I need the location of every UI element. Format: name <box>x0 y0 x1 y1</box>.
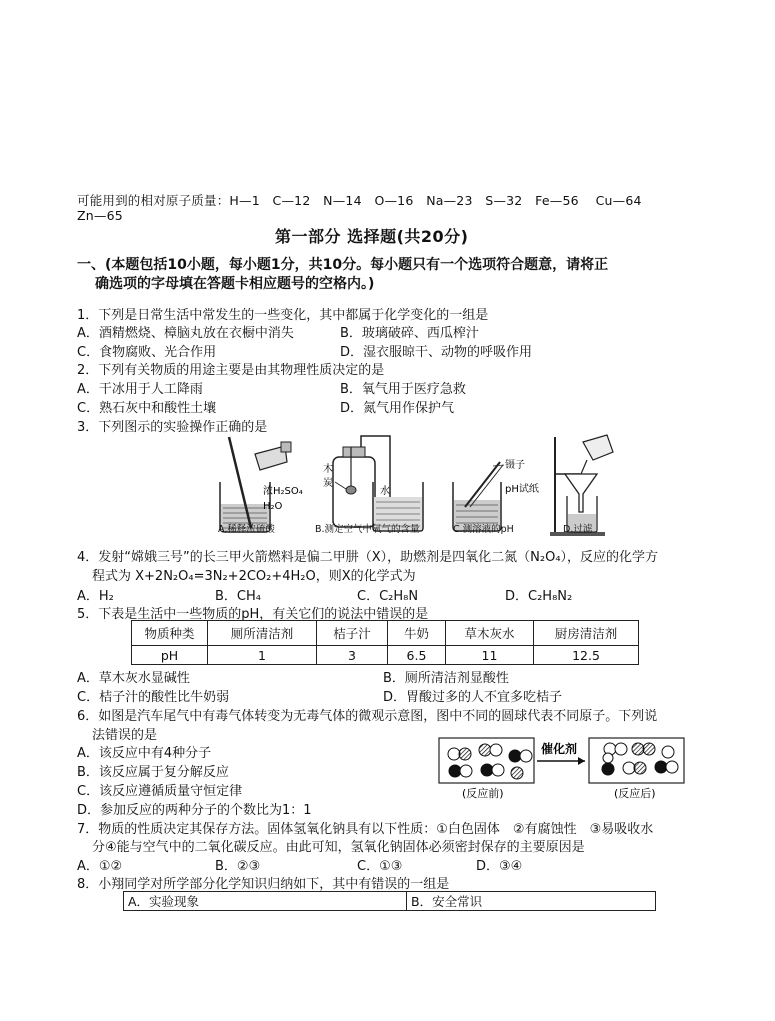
ph-table-cell: 12.5 <box>534 646 639 665</box>
q2-option-b: B．氧气用于医疗急救 <box>340 382 466 397</box>
ph-table-header: 草木灰水 <box>446 621 534 646</box>
q8-column-b: B．安全常识 <box>407 892 656 911</box>
q8-column-a: A．实验现象 <box>124 892 407 911</box>
q6-option-b: B．该反应属于复分解反应 <box>77 765 229 780</box>
figure-b-oxygen <box>323 436 423 531</box>
q6-option-a: A．该反应中有4种分子 <box>77 746 212 761</box>
atomic-masses-cont: Zn—65 <box>77 208 123 223</box>
q3-stem: 3．下列图示的实验操作正确的是 <box>77 420 268 435</box>
section-instruction-line1: 一、(本题包括10小题，每小题1分，共10分。每小题只有一个选项符合题意，请将正 <box>77 257 609 273</box>
q3-caption-d: D.过滤 <box>563 524 593 535</box>
q4-stem-line2: 程式为 X+2N₂O₄=3N₂+2CO₂+4H₂O，则X的化学式为 <box>92 569 416 584</box>
ph-table-header: 厕所清洁剂 <box>208 621 317 646</box>
q3-caption-a: A.稀释浓硫酸 <box>218 524 275 535</box>
ph-table-header: 物质种类 <box>132 621 208 646</box>
q6-option-d: D．参加反应的两种分子的个数比为1：1 <box>77 803 312 818</box>
q7-stem-line2: 分④能与空气中的二氧化碳反应。由此可知，氢氧化钠固体必须密封保存的主要原因是 <box>92 840 585 855</box>
q1-option-c: C．食物腐败、光合作用 <box>77 345 217 360</box>
q4-stem-line1: 4．发射“嫦娥三号”的长三甲火箭燃料是偏二甲肼（X），助燃剂是四氧化二氮（N₂O₄），反应的化学方 <box>77 550 659 565</box>
q5-option-d: D．胃酸过多的人不宜多吃桔子 <box>383 690 563 705</box>
q7-option-d: D．③④ <box>476 859 523 874</box>
ph-table <box>131 620 639 665</box>
q8-table <box>123 891 656 911</box>
q6-stem-line1: 6．如图是汽车尾气中有毒气体转变为无毒气体的微观示意图，图中不同的圆球代表不同原子。下列说 <box>77 709 658 724</box>
q2-option-c: C．熟石灰中和酸性土壤 <box>77 401 217 416</box>
label-h2so4: 浓H₂SO₄ <box>263 486 303 497</box>
ph-table-header-row <box>132 621 639 646</box>
q1-stem: 1．下列是日常生活中常发生的一些变化，其中都属于化学变化的一组是 <box>77 308 489 323</box>
figure-a-dilution <box>220 437 303 532</box>
q4-option-d: D．C₂H₈N₂ <box>505 589 573 604</box>
section-instruction-line2: 确选项的字母填在答题卡相应题号的空格内。) <box>95 276 375 292</box>
q5-option-b: B．厕所清洁剂显酸性 <box>383 671 509 686</box>
q2-stem: 2．下列有关物质的用途主要是由其物理性质决定的是 <box>77 363 385 378</box>
q1-option-b: B．玻璃破碎、西瓜榨汁 <box>340 326 479 341</box>
q4-option-c: C．C₂H₈N <box>357 589 419 604</box>
label-tweezers: 镊子 <box>505 460 525 471</box>
q1-option-d: D．湿衣服晾干、动物的呼吸作用 <box>340 345 533 360</box>
q3-caption-b: B.测定空气中氧气的含量 <box>315 524 420 535</box>
funnel <box>565 474 597 512</box>
q5-option-c: C．桔子汁的酸性比牛奶弱 <box>77 690 230 705</box>
q7-stem-line1: 7．物质的性质决定其保存方法。固体氢氧化钠具有以下性质：①白色固体 ②有腐蚀性 ③易吸收水 <box>77 822 654 837</box>
q7-option-a: A．①② <box>77 859 123 874</box>
label-h2o: H₂O <box>263 501 283 512</box>
q6-stem-line2: 法错误的是 <box>92 728 158 743</box>
label-water: 水 <box>380 486 390 497</box>
reaction-diagram <box>437 735 687 800</box>
ph-table-header: 厨房清洁剂 <box>534 621 639 646</box>
pouring-beaker <box>583 435 613 460</box>
ph-table-cell: 11 <box>446 646 534 665</box>
ph-table-cell: 1 <box>208 646 317 665</box>
q4-option-a: A．H₂ <box>77 589 114 604</box>
q1-option-a: A．酒精燃烧、樟脑丸放在衣橱中消失 <box>77 326 294 341</box>
part-title: 第一部分 选择题(共20分) <box>275 227 469 246</box>
q5-stem: 5．下表是生活中一些物质的pH，有关它们的说法中错误的是 <box>77 607 429 622</box>
atomic-masses: 可能用到的相对原子质量：H—1 C—12 N—14 O—16 Na—23 S—32 Fe—56 Cu—64 <box>77 193 642 208</box>
q4-option-b: B．CH₄ <box>215 589 261 604</box>
ph-table-header: 桔子汁 <box>317 621 388 646</box>
ph-table-cell: pH <box>132 646 208 665</box>
ph-table-header: 牛奶 <box>388 621 446 646</box>
q8-table-row <box>124 892 656 911</box>
ph-table-cell: 3 <box>317 646 388 665</box>
label-charcoal-2: 炭 <box>323 478 333 489</box>
label-ph-paper: pH试纸 <box>505 484 539 495</box>
q2-option-d: D．氮气用作保护气 <box>340 401 455 416</box>
q2-option-a: A．干冰用于人工降雨 <box>77 382 203 397</box>
ph-table-cell: 6.5 <box>388 646 446 665</box>
catalyst-label: 催化剂 <box>541 742 578 756</box>
before-label: (反应前) <box>462 787 504 800</box>
q7-option-b: B．②③ <box>215 859 261 874</box>
ph-table-row <box>132 646 639 665</box>
q8-stem: 8．小翔同学对所学部分化学知识归纳如下，其中有错误的一组是 <box>77 877 450 892</box>
q7-option-c: C．①③ <box>357 859 403 874</box>
label-charcoal-1: 木 <box>323 464 333 475</box>
after-label: (反应后) <box>614 787 656 800</box>
q3-caption-c: C.测溶液的pH <box>453 524 514 535</box>
q6-option-c: C．该反应遵循质量守恒定律 <box>77 784 243 799</box>
q5-option-a: A．草木灰水显碱性 <box>77 671 190 686</box>
